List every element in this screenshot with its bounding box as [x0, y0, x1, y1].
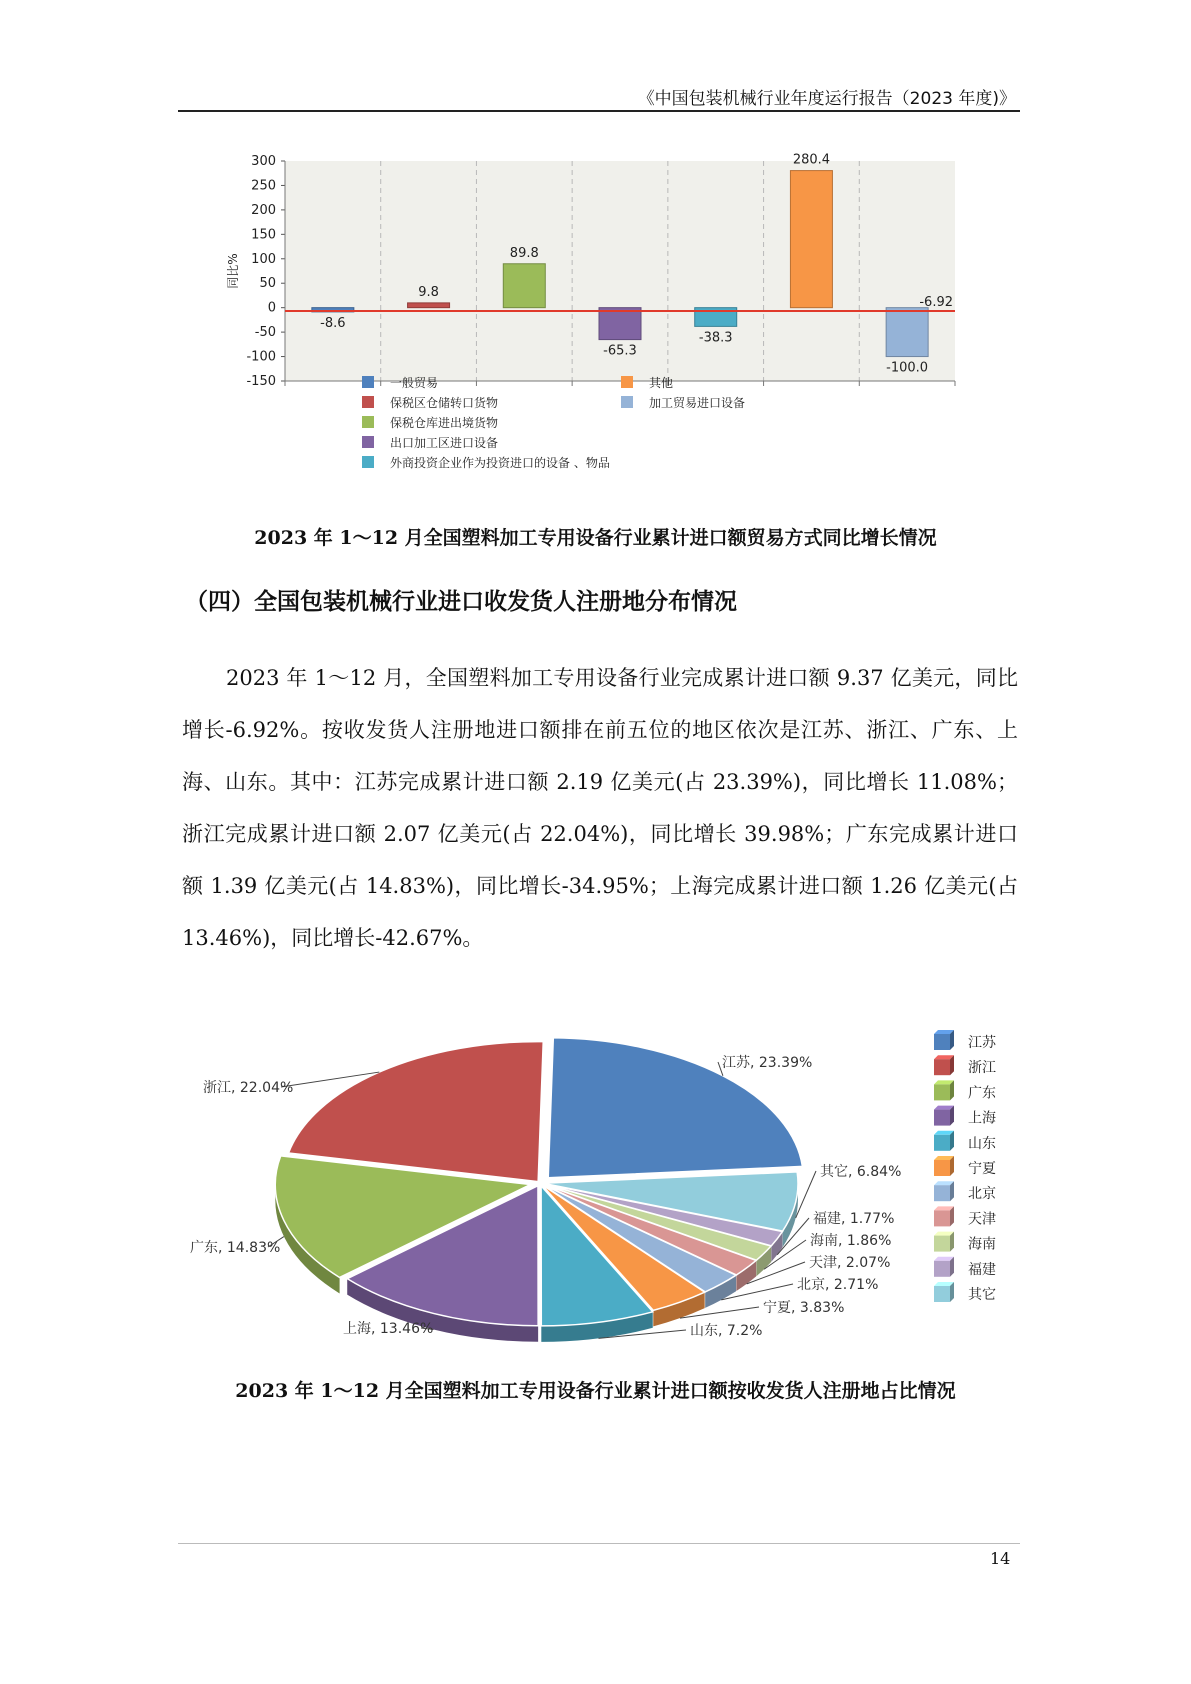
pie-legend-item	[934, 1232, 996, 1253]
legend-label: 海南	[968, 1236, 996, 1253]
legend-label: 保税仓库进出境货物	[390, 416, 499, 430]
legend-swatch	[621, 376, 633, 388]
legend-label: 福建	[968, 1261, 996, 1278]
pie-chart	[190, 1020, 1100, 1360]
legend-swatch	[934, 1286, 950, 1302]
legend-item	[362, 376, 438, 390]
legend-label: 广东	[968, 1085, 996, 1102]
page-number: 14	[990, 1549, 1011, 1568]
y-tick-label: -100	[246, 349, 276, 365]
pie-data-label: 福建, 1.77%	[813, 1211, 895, 1227]
bar	[408, 303, 450, 308]
baseline-label: -6.92	[919, 295, 953, 311]
y-tick-label: 200	[251, 202, 276, 218]
legend-label: 其它	[968, 1287, 996, 1303]
legend-label: 宁夏	[968, 1161, 996, 1177]
pie-legend-item	[934, 1030, 997, 1051]
y-tick-label: 0	[267, 300, 276, 316]
bar-data-label: -8.6	[320, 315, 346, 331]
legend-swatch	[621, 396, 633, 408]
legend-item	[362, 415, 498, 430]
bar	[790, 171, 832, 308]
footer-divider	[178, 1543, 1020, 1544]
pie-legend-item	[934, 1131, 996, 1152]
legend-swatch	[362, 396, 374, 408]
legend-item	[362, 455, 610, 470]
bar-data-label: 89.8	[509, 245, 539, 261]
pie-data-label: 上海, 13.46%	[343, 1321, 434, 1337]
pie-top-group	[275, 1038, 802, 1326]
pie-data-label: 宁夏, 3.83%	[763, 1300, 845, 1316]
legend-item	[362, 395, 498, 410]
pie-legend-item	[934, 1282, 996, 1303]
page-header-title: 《中国包装机械行业年度运行报告（2023 年度)》	[637, 89, 1016, 109]
legend-swatch	[934, 1110, 950, 1126]
legend-label: 其他	[649, 376, 674, 390]
pie-data-label: 山东, 7.2%	[690, 1323, 763, 1339]
pie-legend-item	[934, 1156, 996, 1177]
pie-data-label: 天津, 2.07%	[809, 1255, 891, 1271]
page-header	[178, 82, 1020, 112]
bar	[503, 264, 545, 308]
legend-label: 加工贸易进口设备	[649, 396, 746, 410]
pie-legend-item	[934, 1106, 996, 1127]
y-tick-label: 300	[251, 154, 276, 169]
legend-swatch	[934, 1236, 950, 1252]
bar	[599, 308, 641, 340]
legend-item	[362, 435, 498, 450]
body-paragraph: 2023 年 1～12 月，全国塑料加工专用设备行业完成累计进口额 9.37 亿美元，同比增长-6.92%。按收发货人注册地进口额排在前五位的地区依次是江苏、浙江、广东、上海、山东。其中：江苏完成累计进口额 2.19 亿美元(占 23.39%)，同比增长 11.08%；浙江完成累计进口额 2.07 亿美元(占 22.04%)，同比增长 39.98%；广东完成累计进口额 1.39 亿美元(占 14.83%)，同比增长-34.95%；上海完成累计进口额 1.26 亿美元(占 13.46%)，同比增长-42.67%。	[182, 666, 1018, 950]
y-tick-label: 100	[251, 251, 276, 267]
legend-swatch	[934, 1135, 950, 1151]
pie-legend-item	[934, 1055, 996, 1076]
bar-data-label: 280.4	[792, 152, 831, 168]
legend-swatch	[362, 456, 374, 468]
y-tick-label: 250	[251, 178, 276, 194]
bar-data-label: -65.3	[603, 343, 637, 359]
legend-label: 山东	[968, 1135, 996, 1152]
legend-swatch	[934, 1210, 950, 1226]
pie-chart-caption: 2023 年 1～12 月全国塑料加工专用设备行业累计进口额按收发货人注册地占比情况	[235, 1380, 956, 1402]
bar	[886, 308, 928, 357]
legend-label: 保税区仓储转口货物	[390, 396, 499, 410]
pie-data-label: 北京, 2.71%	[797, 1277, 879, 1293]
bar-data-label: -38.3	[698, 330, 733, 346]
bar-chart-caption: 2023 年 1～12 月全国塑料加工专用设备行业累计进口额贸易方式同比增长情况	[254, 527, 937, 549]
legend-swatch	[934, 1059, 950, 1075]
legend-label: 天津	[968, 1211, 996, 1228]
pie-data-label: 海南, 1.86%	[810, 1233, 892, 1249]
pie-legend-item	[934, 1257, 996, 1278]
pie-legend-item	[934, 1206, 996, 1227]
legend-label: 上海	[968, 1110, 996, 1127]
pie-data-label: 江苏, 23.39%	[722, 1055, 813, 1071]
legend-swatch	[362, 416, 374, 428]
y-tick-label: -50	[254, 325, 276, 341]
legend-swatch	[362, 436, 374, 448]
pie-data-label: 浙江, 22.04%	[203, 1080, 294, 1096]
y-tick-label: 150	[251, 227, 276, 243]
pie-data-label: 其它, 6.84%	[820, 1164, 902, 1180]
y-tick-label: -150	[246, 374, 276, 389]
bar-chart	[225, 152, 965, 515]
legend-label: 一般贸易	[390, 376, 439, 390]
legend-swatch	[934, 1261, 950, 1277]
legend-swatch	[934, 1185, 950, 1201]
legend-label: 出口加工区进口设备	[390, 436, 499, 450]
legend-swatch	[934, 1160, 950, 1176]
legend-item	[621, 395, 745, 410]
legend-swatch	[934, 1034, 950, 1050]
legend-label: 浙江	[968, 1060, 996, 1077]
legend-label: 外商投资企业作为投资进口的设备 、物品	[390, 456, 610, 470]
legend-label: 江苏	[968, 1035, 996, 1051]
y-tick-label: 50	[259, 276, 276, 292]
section-heading: （四）全国包装机械行业进口收发货人注册地分布情况	[185, 589, 737, 615]
pie-legend-item	[934, 1080, 996, 1101]
legend-label: 北京	[968, 1186, 996, 1203]
y-axis-label: 同比%	[226, 253, 240, 289]
legend-swatch	[362, 376, 374, 388]
bar-data-label: 9.8	[418, 284, 439, 300]
bar-data-label: -100.0	[886, 360, 929, 376]
pie-legend-item	[934, 1181, 996, 1202]
legend-swatch	[934, 1084, 950, 1100]
pie-data-label: 广东, 14.83%	[190, 1240, 281, 1256]
